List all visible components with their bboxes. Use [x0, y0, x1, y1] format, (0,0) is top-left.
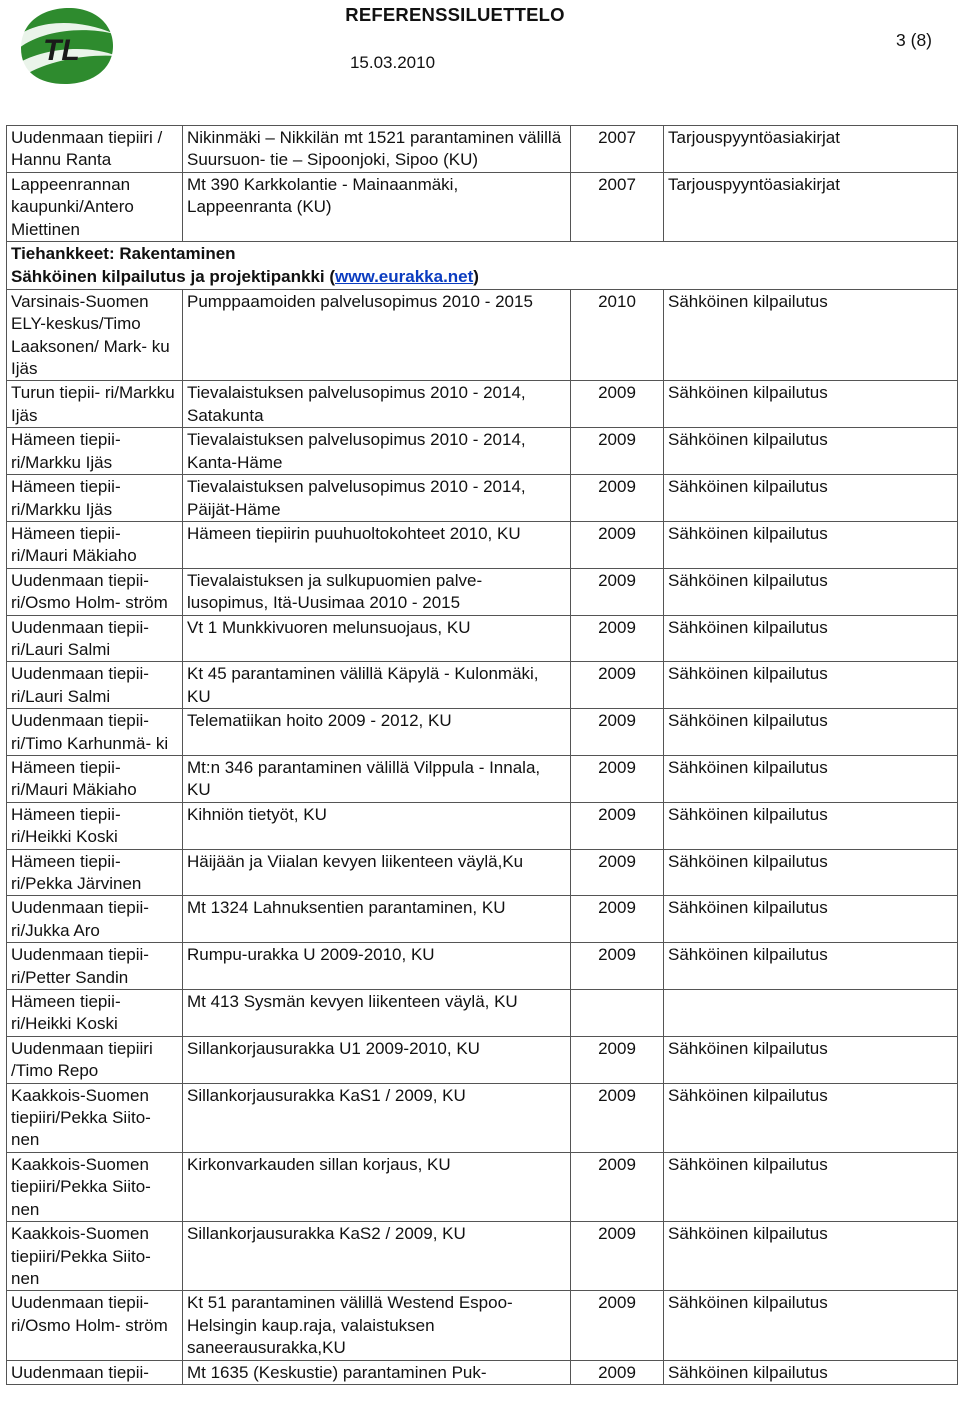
- type-cell: Sähköinen kilpailutus: [664, 943, 958, 990]
- year-cell: [571, 990, 664, 1037]
- type-cell: Sähköinen kilpailutus: [664, 802, 958, 849]
- client-cell: Hämeen tiepii- ri/Heikki Koski: [7, 990, 183, 1037]
- table-row: [7, 849, 958, 896]
- project-cell: Häijään ja Viialan kevyen liikenteen väylä,Ku: [183, 849, 571, 896]
- year-cell: 2009: [571, 943, 664, 990]
- type-cell: Tarjouspyyntöasiakirjat: [664, 172, 958, 241]
- section-subheading-row: [7, 265, 958, 289]
- client-cell: Uudenmaan tiepii- ri/Osmo Holm- ström: [7, 568, 183, 615]
- project-cell: Telematiikan hoito 2009 - 2012, KU: [183, 709, 571, 756]
- type-cell: Sähköinen kilpailutus: [664, 1083, 958, 1152]
- client-cell: Kaakkois-Suomen tiepiiri/Pekka Siito- nen: [7, 1083, 183, 1152]
- table-row: [7, 1036, 958, 1083]
- project-cell: Kt 51 parantaminen välillä Westend Espoo-Helsingin kaup.raja, valaistuksen saneerausurakka,KU: [183, 1291, 571, 1360]
- type-cell: Sähköinen kilpailutus: [664, 896, 958, 943]
- year-cell: 2009: [571, 802, 664, 849]
- table-row: [7, 475, 958, 522]
- project-cell: Tievalaistuksen palvelusopimus 2010 - 2014, Päijät-Häme: [183, 475, 571, 522]
- project-cell: Nikinmäki – Nikkilän mt 1521 parantaminen välillä Suursuon- tie – Sipoonjoki, Sipoo (KU): [183, 126, 571, 173]
- type-cell: Sähköinen kilpailutus: [664, 1360, 958, 1384]
- table-row: [7, 755, 958, 802]
- project-cell: Vt 1 Munkkivuoren melunsuojaus, KU: [183, 615, 571, 662]
- table-row: [7, 521, 958, 568]
- project-cell: Mt:n 346 parantaminen välillä Vilppula - Innala, KU: [183, 755, 571, 802]
- project-cell: Mt 1324 Lahnuksentien parantaminen, KU: [183, 896, 571, 943]
- type-cell: Sähköinen kilpailutus: [664, 615, 958, 662]
- year-cell: 2007: [571, 126, 664, 173]
- year-cell: 2009: [571, 1152, 664, 1221]
- table-row: [7, 990, 958, 1037]
- client-cell: Uudenmaan tiepii- ri/Petter Sandin: [7, 943, 183, 990]
- client-cell: Hämeen tiepii- ri/Pekka Järvinen: [7, 849, 183, 896]
- project-cell: Sillankorjausurakka KaS1 / 2009, KU: [183, 1083, 571, 1152]
- type-cell: Sähköinen kilpailutus: [664, 428, 958, 475]
- year-cell: 2009: [571, 381, 664, 428]
- document-date: 15.03.2010: [349, 53, 436, 72]
- table-row: [7, 1083, 958, 1152]
- project-cell: Sillankorjausurakka KaS2 / 2009, KU: [183, 1222, 571, 1291]
- year-cell: 2009: [571, 1036, 664, 1083]
- section-heading-row: [7, 242, 958, 266]
- year-cell: 2009: [571, 428, 664, 475]
- year-cell: 2009: [571, 1222, 664, 1291]
- year-cell: 2009: [571, 475, 664, 522]
- table-row: [7, 381, 958, 428]
- client-cell: Hämeen tiepii- ri/Markku Ijäs: [7, 475, 183, 522]
- year-cell: 2009: [571, 568, 664, 615]
- section-subheading: [7, 265, 958, 289]
- year-cell: 2009: [571, 1291, 664, 1360]
- type-cell: Sähköinen kilpailutus: [664, 849, 958, 896]
- client-cell: Uudenmaan tiepiiri /Timo Repo: [7, 1036, 183, 1083]
- table-row: [7, 802, 958, 849]
- project-cell: Tievalaistuksen ja sulkupuomien palve- lusopimus, Itä-Uusimaa 2010 - 2015: [183, 568, 571, 615]
- svg-text:TL: TL: [43, 34, 80, 67]
- type-cell: Sähköinen kilpailutus: [664, 1036, 958, 1083]
- type-cell: Sähköinen kilpailutus: [664, 475, 958, 522]
- table-row: [7, 709, 958, 756]
- project-cell: Pumppaamoiden palvelusopimus 2010 - 2015: [183, 289, 571, 381]
- table-row: [7, 1152, 958, 1221]
- client-cell: Hämeen tiepii- ri/Mauri Mäkiaho: [7, 755, 183, 802]
- year-cell: 2009: [571, 896, 664, 943]
- type-cell: [664, 990, 958, 1037]
- table-row: [7, 1360, 958, 1384]
- document-title: REFERENSSILUETTELO: [345, 4, 565, 25]
- year-cell: 2009: [571, 521, 664, 568]
- table-row: [7, 943, 958, 990]
- section-heading: Tiehankkeet: Rakentaminen: [7, 242, 958, 266]
- year-cell: 2009: [571, 709, 664, 756]
- table-row: [7, 289, 958, 381]
- project-cell: Kihniön tietyöt, KU: [183, 802, 571, 849]
- table-row: [7, 1222, 958, 1291]
- project-cell: Sillankorjausurakka U1 2009-2010, KU: [183, 1036, 571, 1083]
- table-row: [7, 126, 958, 173]
- type-cell: Tarjouspyyntöasiakirjat: [664, 126, 958, 173]
- year-cell: 2009: [571, 615, 664, 662]
- table-row: [7, 896, 958, 943]
- table-row: [7, 662, 958, 709]
- client-cell: Hämeen tiepii- ri/Markku Ijäs: [7, 428, 183, 475]
- client-cell: Uudenmaan tiepii- ri/Lauri Salmi: [7, 615, 183, 662]
- type-cell: Sähköinen kilpailutus: [664, 1222, 958, 1291]
- subheading-text-end: ): [473, 267, 479, 287]
- client-cell: Uudenmaan tiepii- ri/Osmo Holm- ström: [7, 1291, 183, 1360]
- type-cell: Sähköinen kilpailutus: [664, 709, 958, 756]
- project-cell: Mt 1635 (Keskustie) parantaminen Puk-: [183, 1360, 571, 1384]
- subheading-text: Sähköinen kilpailutus ja projektipankki (: [11, 267, 336, 287]
- project-cell: Mt 390 Karkkolantie - Mainaanmäki, Lappeenranta (KU): [183, 172, 571, 241]
- eurakka-link[interactable]: www.eurakka.net: [335, 267, 474, 287]
- client-cell: Varsinais-Suomen ELY-keskus/Timo Laaksonen/ Mark- ku Ijäs: [7, 289, 183, 381]
- table-row: [7, 568, 958, 615]
- table-row: [7, 428, 958, 475]
- reference-table: [6, 125, 958, 1385]
- client-cell: Kaakkois-Suomen tiepiiri/Pekka Siito- nen: [7, 1152, 183, 1221]
- year-cell: 2010: [571, 289, 664, 381]
- client-cell: Kaakkois-Suomen tiepiiri/Pekka Siito- nen: [7, 1222, 183, 1291]
- project-cell: Rumpu-urakka U 2009-2010, KU: [183, 943, 571, 990]
- client-cell: Uudenmaan tiepii- ri/Lauri Salmi: [7, 662, 183, 709]
- table-row: [7, 172, 958, 241]
- client-cell: Uudenmaan tiepii- ri/Jukka Aro: [7, 896, 183, 943]
- type-cell: Sähköinen kilpailutus: [664, 381, 958, 428]
- project-cell: Mt 413 Sysmän kevyen liikenteen väylä, KU: [183, 990, 571, 1037]
- client-cell: Hämeen tiepii- ri/Heikki Koski: [7, 802, 183, 849]
- project-cell: Tievalaistuksen palvelusopimus 2010 - 2014, Kanta-Häme: [183, 428, 571, 475]
- client-cell: Uudenmaan tiepii-: [7, 1360, 183, 1384]
- client-cell: Hämeen tiepii- ri/Mauri Mäkiaho: [7, 521, 183, 568]
- project-cell: Kirkonvarkauden sillan korjaus, KU: [183, 1152, 571, 1221]
- client-cell: Lappeenrannan kaupunki/Antero Miettinen: [7, 172, 183, 241]
- client-cell: Turun tiepii- ri/Markku Ijäs: [7, 381, 183, 428]
- year-cell: 2009: [571, 1360, 664, 1384]
- page-number: 3 (8): [896, 30, 932, 50]
- project-cell: Hämeen tiepiirin puuhuoltokohteet 2010, KU: [183, 521, 571, 568]
- type-cell: Sähköinen kilpailutus: [664, 521, 958, 568]
- year-cell: 2009: [571, 849, 664, 896]
- type-cell: Sähköinen kilpailutus: [664, 755, 958, 802]
- type-cell: Sähköinen kilpailutus: [664, 662, 958, 709]
- project-cell: Kt 45 parantaminen välillä Käpylä - Kulonmäki, KU: [183, 662, 571, 709]
- year-cell: 2007: [571, 172, 664, 241]
- year-cell: 2009: [571, 662, 664, 709]
- year-cell: 2009: [571, 1083, 664, 1152]
- type-cell: Sähköinen kilpailutus: [664, 289, 958, 381]
- type-cell: Sähköinen kilpailutus: [664, 1291, 958, 1360]
- year-cell: 2009: [571, 755, 664, 802]
- type-cell: Sähköinen kilpailutus: [664, 1152, 958, 1221]
- table-row: [7, 1291, 958, 1360]
- table-row: [7, 615, 958, 662]
- client-cell: Uudenmaan tiepii- ri/Timo Karhunmä- ki: [7, 709, 183, 756]
- project-cell: Tievalaistuksen palvelusopimus 2010 - 2014, Satakunta: [183, 381, 571, 428]
- client-cell: Uudenmaan tiepiiri / Hannu Ranta: [7, 126, 183, 173]
- type-cell: Sähköinen kilpailutus: [664, 568, 958, 615]
